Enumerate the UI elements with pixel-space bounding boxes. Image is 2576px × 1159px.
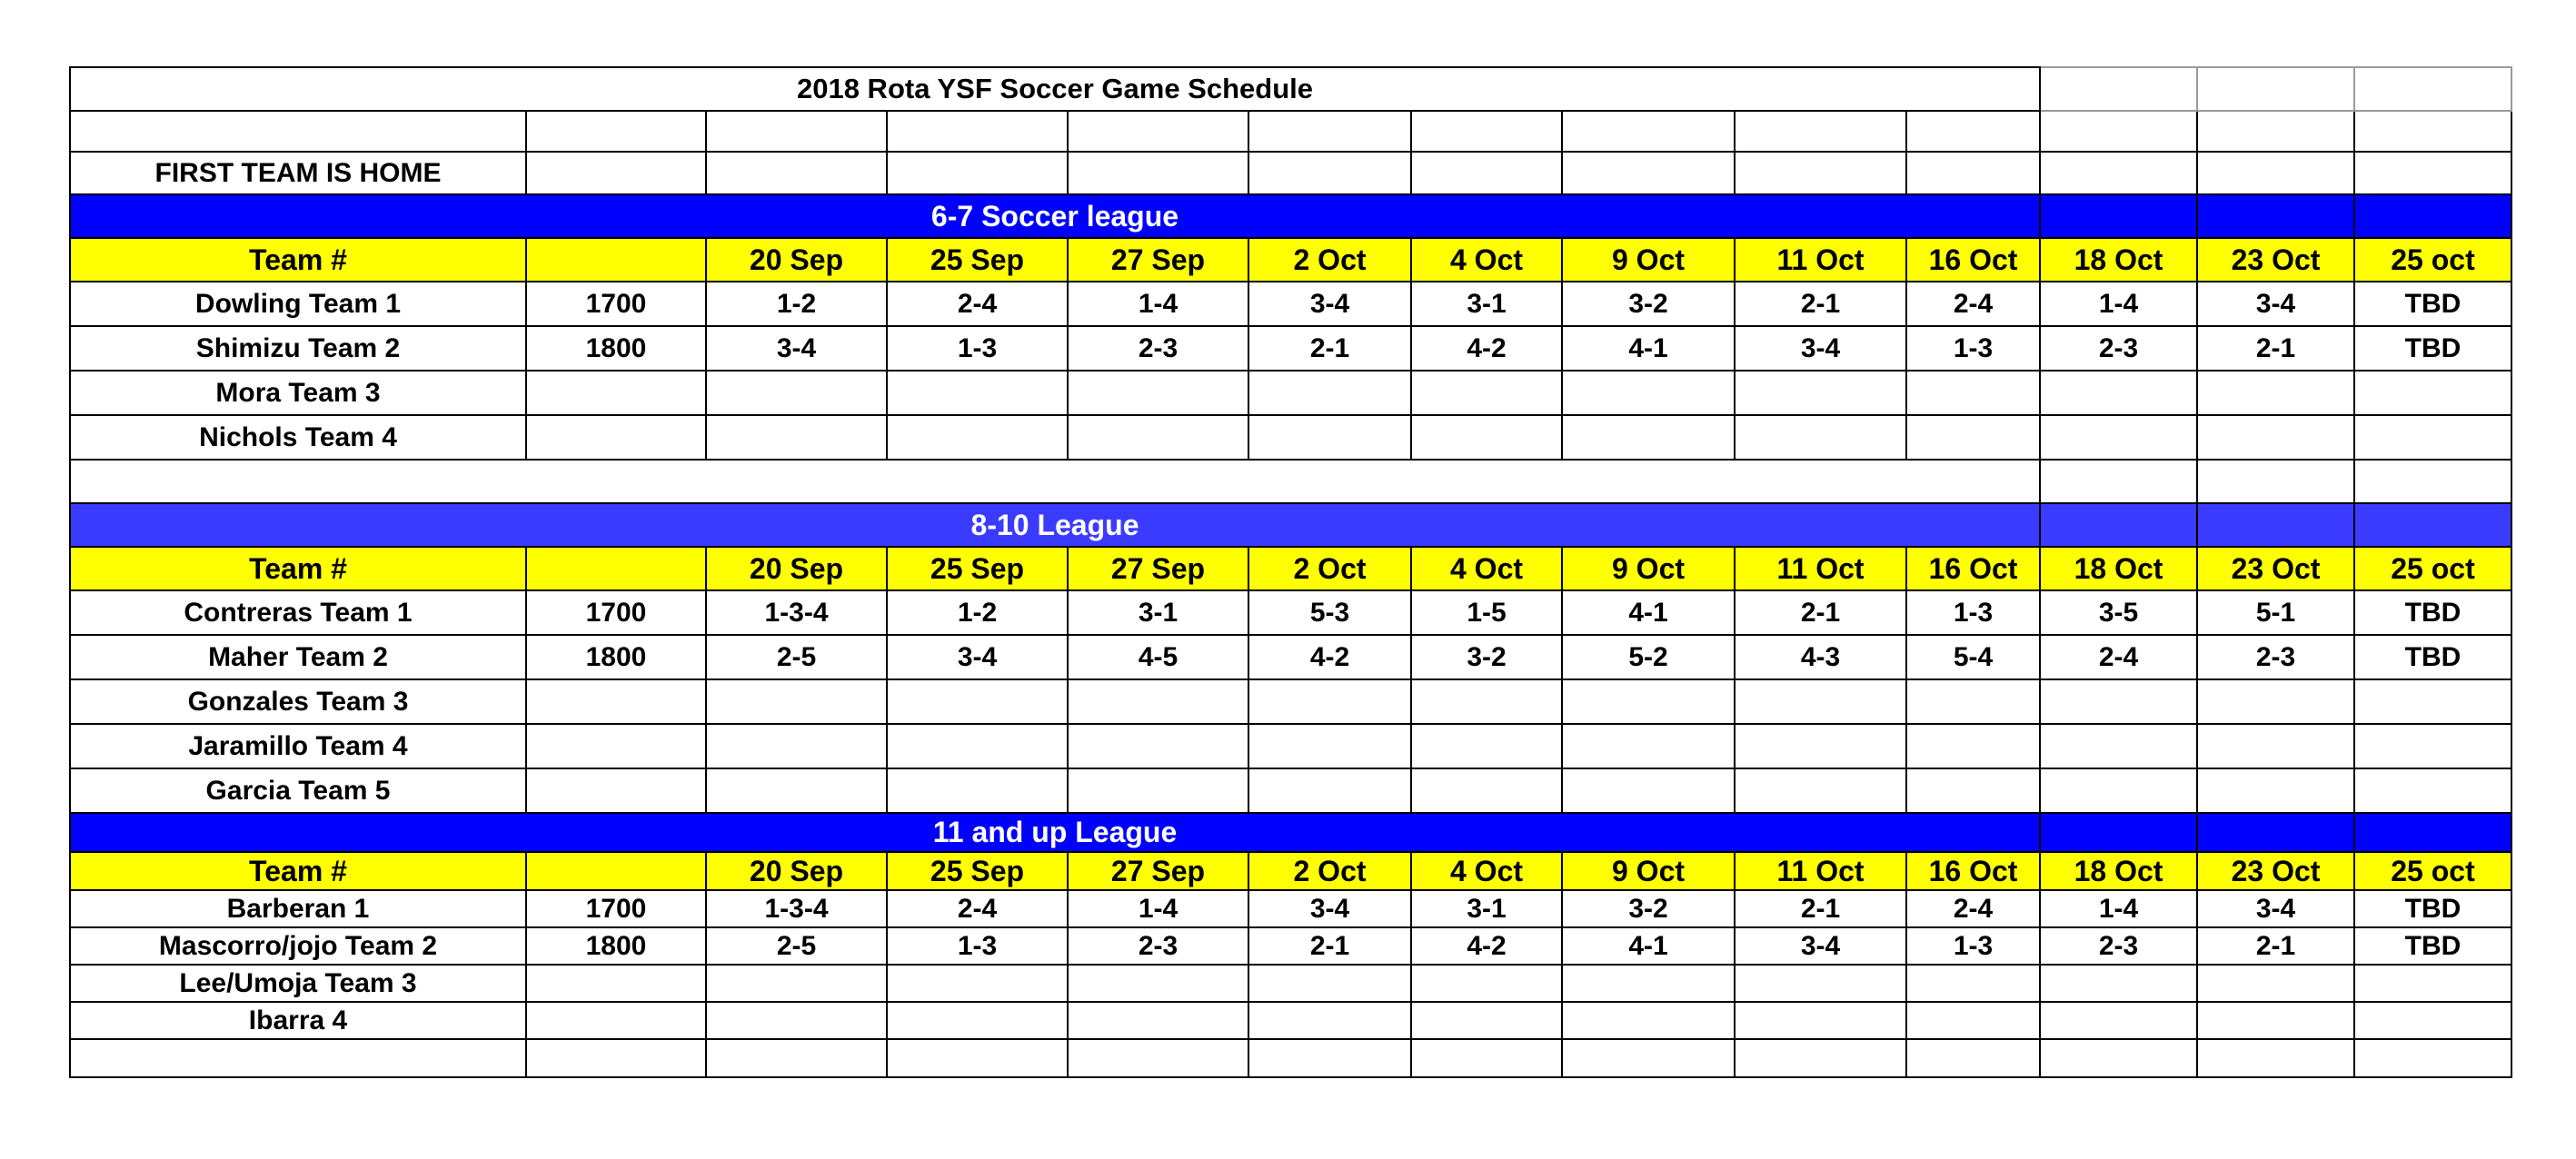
league-header-row <box>70 238 2511 282</box>
team-name: Mascorro/jojo Team 2 <box>70 927 526 965</box>
matchup-cell <box>706 965 887 1002</box>
date-header: 20 Sep <box>706 238 887 282</box>
date-header: 27 Sep <box>1068 238 1248 282</box>
matchup-cell <box>1906 768 2040 813</box>
league-banner-cell <box>2197 813 2354 852</box>
blank-cell <box>2040 1039 2197 1077</box>
team-row <box>70 724 2511 768</box>
matchup-cell <box>1562 768 1735 813</box>
blank-cell <box>706 111 887 152</box>
time-header <box>526 238 706 282</box>
matchup-cell <box>1248 724 1411 768</box>
game-time: 1700 <box>526 890 706 927</box>
date-header: 27 Sep <box>1068 547 1248 590</box>
matchup-cell <box>1068 1002 1248 1039</box>
game-time <box>526 1002 706 1039</box>
blank-cell <box>1562 111 1735 152</box>
team-number-header: Team # <box>70 547 526 590</box>
date-header: 4 Oct <box>1411 547 1562 590</box>
blank-row <box>70 111 2511 152</box>
game-time: 1800 <box>526 927 706 965</box>
matchup-cell: 4-3 <box>1735 635 1906 679</box>
league-banner-cell <box>2354 194 2511 238</box>
matchup-cell <box>1735 724 1906 768</box>
matchup-cell <box>1411 724 1562 768</box>
matchup-cell <box>2354 724 2511 768</box>
blank-cell <box>2040 152 2197 194</box>
matchup-cell <box>2354 679 2511 724</box>
blank-cell <box>2354 111 2511 152</box>
team-row <box>70 890 2511 927</box>
team-name: Dowling Team 1 <box>70 282 526 326</box>
team-name: Jaramillo Team 4 <box>70 724 526 768</box>
date-header: 25 Sep <box>887 238 1068 282</box>
matchup-cell <box>887 1002 1068 1039</box>
matchup-cell <box>887 371 1068 415</box>
matchup-cell <box>1411 371 1562 415</box>
date-header: 18 Oct <box>2040 852 2197 890</box>
game-time <box>526 965 706 1002</box>
date-header: 25 oct <box>2354 547 2511 590</box>
matchup-cell <box>1735 965 1906 1002</box>
matchup-cell <box>1735 768 1906 813</box>
matchup-cell <box>1248 965 1411 1002</box>
matchup-cell: 2-1 <box>1735 890 1906 927</box>
matchup-cell <box>2354 768 2511 813</box>
league-banner <box>70 813 2511 852</box>
matchup-cell: 2-1 <box>1248 927 1411 965</box>
matchup-cell: 3-4 <box>1735 326 1906 371</box>
matchup-cell <box>2354 1002 2511 1039</box>
matchup-cell: 3-2 <box>1562 282 1735 326</box>
game-time <box>526 679 706 724</box>
team-row <box>70 371 2511 415</box>
matchup-cell: 2-1 <box>1248 326 1411 371</box>
blank-cell <box>1562 152 1735 194</box>
league-header-row <box>70 547 2511 590</box>
blank-cell <box>2197 152 2354 194</box>
date-header: 2 Oct <box>1248 852 1411 890</box>
matchup-cell: 4-1 <box>1562 927 1735 965</box>
matchup-cell <box>1411 1002 1562 1039</box>
blank-cell <box>2197 111 2354 152</box>
title-row-cell <box>2040 67 2197 111</box>
team-row <box>70 282 2511 326</box>
blank-cell <box>2354 152 2511 194</box>
matchup-cell: 3-4 <box>706 326 887 371</box>
matchup-cell <box>1068 724 1248 768</box>
matchup-cell <box>1562 371 1735 415</box>
matchup-cell: 3-4 <box>2197 890 2354 927</box>
matchup-cell <box>1411 415 1562 460</box>
matchup-cell: 2-3 <box>1068 326 1248 371</box>
matchup-cell <box>2040 724 2197 768</box>
date-header: 9 Oct <box>1562 852 1735 890</box>
date-header: 23 Oct <box>2197 238 2354 282</box>
date-header: 20 Sep <box>706 547 887 590</box>
league-banner-cell <box>2040 194 2197 238</box>
matchup-cell: 3-4 <box>887 635 1068 679</box>
date-header: 23 Oct <box>2197 547 2354 590</box>
matchup-cell <box>1068 679 1248 724</box>
matchup-cell: 3-4 <box>1248 890 1411 927</box>
team-row <box>70 1002 2511 1039</box>
blank-cell <box>2040 111 2197 152</box>
blank-cell <box>1248 111 1411 152</box>
team-name: Contreras Team 1 <box>70 590 526 635</box>
matchup-cell <box>1248 371 1411 415</box>
league-header-row <box>70 852 2511 890</box>
matchup-cell: 2-3 <box>2040 927 2197 965</box>
matchup-cell: 3-4 <box>1248 282 1411 326</box>
matchup-cell <box>1068 415 1248 460</box>
matchup-cell <box>2197 415 2354 460</box>
spacer-cell <box>70 460 2040 503</box>
matchup-cell: 1-4 <box>2040 890 2197 927</box>
league-banner-cell <box>2040 813 2197 852</box>
matchup-cell <box>887 415 1068 460</box>
matchup-cell: 4-2 <box>1411 326 1562 371</box>
league-title: 11 and up League <box>70 813 2040 852</box>
matchup-cell <box>706 768 887 813</box>
blank-cell <box>1735 152 1906 194</box>
blank-cell <box>1906 152 2040 194</box>
matchup-cell <box>2040 768 2197 813</box>
matchup-cell: 2-5 <box>706 927 887 965</box>
time-header <box>526 852 706 890</box>
matchup-cell: 2-3 <box>1068 927 1248 965</box>
team-row <box>70 635 2511 679</box>
date-header: 2 Oct <box>1248 547 1411 590</box>
blank-cell <box>887 152 1068 194</box>
date-header: 18 Oct <box>2040 547 2197 590</box>
matchup-cell: 2-4 <box>887 890 1068 927</box>
blank-cell <box>1411 1039 1562 1077</box>
game-time <box>526 371 706 415</box>
league-banner-cell <box>2354 813 2511 852</box>
matchup-cell: 5-1 <box>2197 590 2354 635</box>
matchup-cell <box>1248 768 1411 813</box>
team-row <box>70 679 2511 724</box>
matchup-cell: 2-3 <box>2197 635 2354 679</box>
game-time <box>526 415 706 460</box>
matchup-cell: 4-1 <box>1562 326 1735 371</box>
team-name: Shimizu Team 2 <box>70 326 526 371</box>
league-banner-cell <box>2197 194 2354 238</box>
date-header: 16 Oct <box>1906 238 2040 282</box>
date-header: 25 oct <box>2354 238 2511 282</box>
blank-cell <box>1248 1039 1411 1077</box>
matchup-cell: 1-3 <box>1906 326 2040 371</box>
matchup-cell: 2-1 <box>2197 326 2354 371</box>
blank-cell <box>1906 111 2040 152</box>
game-time <box>526 724 706 768</box>
matchup-cell: 4-1 <box>1562 590 1735 635</box>
matchup-cell: 3-1 <box>1068 590 1248 635</box>
league-banner <box>70 194 2511 238</box>
game-time: 1700 <box>526 282 706 326</box>
matchup-cell: 1-3-4 <box>706 590 887 635</box>
blank-cell <box>1906 1039 2040 1077</box>
matchup-cell: TBD <box>2354 635 2511 679</box>
blank-cell <box>1068 111 1248 152</box>
matchup-cell <box>2197 371 2354 415</box>
matchup-cell: 2-1 <box>2197 927 2354 965</box>
matchup-cell: 1-2 <box>706 282 887 326</box>
matchup-cell <box>1735 679 1906 724</box>
matchup-cell <box>2197 965 2354 1002</box>
matchup-cell <box>706 415 887 460</box>
matchup-cell: 2-5 <box>706 635 887 679</box>
spacer-cell <box>2040 460 2197 503</box>
matchup-cell <box>1411 679 1562 724</box>
matchup-cell <box>1906 1002 2040 1039</box>
blank-cell <box>1735 1039 1906 1077</box>
matchup-cell <box>1562 965 1735 1002</box>
matchup-cell: 3-1 <box>1411 890 1562 927</box>
date-header: 4 Oct <box>1411 852 1562 890</box>
matchup-cell <box>887 724 1068 768</box>
matchup-cell <box>1906 371 2040 415</box>
blank-cell <box>70 111 526 152</box>
matchup-cell: 4-5 <box>1068 635 1248 679</box>
team-name: Nichols Team 4 <box>70 415 526 460</box>
matchup-cell <box>706 724 887 768</box>
blank-cell <box>1248 152 1411 194</box>
spacer-row <box>70 460 2511 503</box>
date-header: 25 oct <box>2354 852 2511 890</box>
blank-cell <box>2354 1039 2511 1077</box>
date-header: 11 Oct <box>1735 547 1906 590</box>
matchup-cell <box>1562 1002 1735 1039</box>
blank-cell <box>1735 111 1906 152</box>
blank-cell <box>1068 1039 1248 1077</box>
team-row <box>70 590 2511 635</box>
game-time: 1700 <box>526 590 706 635</box>
matchup-cell <box>2354 965 2511 1002</box>
matchup-cell: 2-4 <box>2040 635 2197 679</box>
matchup-cell <box>1411 768 1562 813</box>
matchup-cell: 4-2 <box>1411 927 1562 965</box>
matchup-cell: 5-2 <box>1562 635 1735 679</box>
matchup-cell <box>1248 679 1411 724</box>
matchup-cell: 1-3 <box>1906 927 2040 965</box>
matchup-cell <box>887 679 1068 724</box>
matchup-cell: 1-3-4 <box>706 890 887 927</box>
blank-cell <box>887 1039 1068 1077</box>
time-header <box>526 547 706 590</box>
title-row-cell <box>2354 67 2511 111</box>
team-name: Barberan 1 <box>70 890 526 927</box>
date-header: 11 Oct <box>1735 852 1906 890</box>
team-name: Maher Team 2 <box>70 635 526 679</box>
blank-row <box>70 1039 2511 1077</box>
team-row <box>70 768 2511 813</box>
date-header: 16 Oct <box>1906 852 2040 890</box>
matchup-cell <box>1068 371 1248 415</box>
game-time: 1800 <box>526 635 706 679</box>
matchup-cell <box>1248 415 1411 460</box>
matchup-cell <box>1906 679 2040 724</box>
matchup-cell <box>2040 415 2197 460</box>
matchup-cell: 5-4 <box>1906 635 2040 679</box>
date-header: 18 Oct <box>2040 238 2197 282</box>
matchup-cell <box>1735 371 1906 415</box>
matchup-cell: 1-4 <box>1068 890 1248 927</box>
league-banner-cell <box>2040 503 2197 547</box>
date-header: 4 Oct <box>1411 238 1562 282</box>
matchup-cell <box>2040 679 2197 724</box>
matchup-cell: TBD <box>2354 927 2511 965</box>
matchup-cell: 1-5 <box>1411 590 1562 635</box>
matchup-cell: 4-2 <box>1248 635 1411 679</box>
team-name: Mora Team 3 <box>70 371 526 415</box>
matchup-cell: 1-2 <box>887 590 1068 635</box>
matchup-cell <box>706 371 887 415</box>
blank-cell <box>706 1039 887 1077</box>
matchup-cell: 2-1 <box>1735 590 1906 635</box>
home-team-note: FIRST TEAM IS HOME <box>70 152 526 194</box>
team-row <box>70 927 2511 965</box>
blank-cell <box>526 111 706 152</box>
matchup-cell: TBD <box>2354 326 2511 371</box>
blank-cell <box>526 1039 706 1077</box>
blank-cell <box>1562 1039 1735 1077</box>
matchup-cell: 2-3 <box>2040 326 2197 371</box>
team-name: Ibarra 4 <box>70 1002 526 1039</box>
date-header: 25 Sep <box>887 852 1068 890</box>
matchup-cell <box>706 679 887 724</box>
team-number-header: Team # <box>70 852 526 890</box>
matchup-cell <box>1068 965 1248 1002</box>
matchup-cell <box>2354 415 2511 460</box>
date-header: 9 Oct <box>1562 238 1735 282</box>
title-row <box>70 67 2511 111</box>
matchup-cell: 3-1 <box>1411 282 1562 326</box>
matchup-cell: 1-3 <box>1906 590 2040 635</box>
matchup-cell: TBD <box>2354 282 2511 326</box>
matchup-cell <box>1562 724 1735 768</box>
game-time <box>526 768 706 813</box>
matchup-cell: 1-3 <box>887 927 1068 965</box>
matchup-cell: 1-3 <box>887 326 1068 371</box>
matchup-cell <box>1906 965 2040 1002</box>
team-number-header: Team # <box>70 238 526 282</box>
matchup-cell <box>1562 415 1735 460</box>
matchup-cell <box>706 1002 887 1039</box>
matchup-cell <box>2354 371 2511 415</box>
matchup-cell: 2-4 <box>887 282 1068 326</box>
matchup-cell <box>2197 724 2354 768</box>
matchup-cell <box>887 965 1068 1002</box>
team-name: Garcia Team 5 <box>70 768 526 813</box>
date-header: 27 Sep <box>1068 852 1248 890</box>
spacer-cell <box>2197 460 2354 503</box>
league-banner-cell <box>2354 503 2511 547</box>
blank-cell <box>70 1039 526 1077</box>
matchup-cell <box>2197 768 2354 813</box>
title-row-cell <box>2197 67 2354 111</box>
date-header: 9 Oct <box>1562 547 1735 590</box>
schedule-table <box>69 66 2512 1078</box>
matchup-cell <box>1735 1002 1906 1039</box>
league-banner-cell <box>2197 503 2354 547</box>
matchup-cell: 1-4 <box>1068 282 1248 326</box>
matchup-cell: 2-4 <box>1906 890 2040 927</box>
matchup-cell <box>1735 415 1906 460</box>
date-header: 25 Sep <box>887 547 1068 590</box>
blank-cell <box>526 152 706 194</box>
spacer-cell <box>2354 460 2511 503</box>
matchup-cell <box>1411 965 1562 1002</box>
date-header: 23 Oct <box>2197 852 2354 890</box>
blank-cell <box>2197 1039 2354 1077</box>
matchup-cell <box>2197 1002 2354 1039</box>
league-title: 6-7 Soccer league <box>70 194 2040 238</box>
matchup-cell: TBD <box>2354 590 2511 635</box>
matchup-cell: 3-4 <box>2197 282 2354 326</box>
sheet-title: 2018 Rota YSF Soccer Game Schedule <box>70 67 2040 111</box>
league-banner <box>70 503 2511 547</box>
matchup-cell <box>1906 724 2040 768</box>
matchup-cell <box>2040 1002 2197 1039</box>
matchup-cell: 2-4 <box>1906 282 2040 326</box>
date-header: 11 Oct <box>1735 238 1906 282</box>
matchup-cell: 3-2 <box>1562 890 1735 927</box>
note-row <box>70 152 2511 194</box>
schedule-body <box>70 67 2511 1077</box>
matchup-cell <box>887 768 1068 813</box>
date-header: 2 Oct <box>1248 238 1411 282</box>
matchup-cell: 5-3 <box>1248 590 1411 635</box>
blank-cell <box>887 111 1068 152</box>
team-name: Gonzales Team 3 <box>70 679 526 724</box>
matchup-cell <box>2040 965 2197 1002</box>
blank-cell <box>1068 152 1248 194</box>
blank-cell <box>1411 152 1562 194</box>
game-time: 1800 <box>526 326 706 371</box>
matchup-cell <box>2197 679 2354 724</box>
matchup-cell: 3-4 <box>1735 927 1906 965</box>
matchup-cell <box>1068 768 1248 813</box>
matchup-cell: 3-5 <box>2040 590 2197 635</box>
matchup-cell <box>1562 679 1735 724</box>
matchup-cell <box>1906 415 2040 460</box>
team-row <box>70 965 2511 1002</box>
matchup-cell: TBD <box>2354 890 2511 927</box>
team-row <box>70 415 2511 460</box>
team-name: Lee/Umoja Team 3 <box>70 965 526 1002</box>
matchup-cell <box>1248 1002 1411 1039</box>
blank-cell <box>1411 111 1562 152</box>
matchup-cell: 2-1 <box>1735 282 1906 326</box>
league-title: 8-10 League <box>70 503 2040 547</box>
matchup-cell: 3-2 <box>1411 635 1562 679</box>
team-row <box>70 326 2511 371</box>
date-header: 20 Sep <box>706 852 887 890</box>
date-header: 16 Oct <box>1906 547 2040 590</box>
blank-cell <box>706 152 887 194</box>
matchup-cell <box>2040 371 2197 415</box>
matchup-cell: 1-4 <box>2040 282 2197 326</box>
